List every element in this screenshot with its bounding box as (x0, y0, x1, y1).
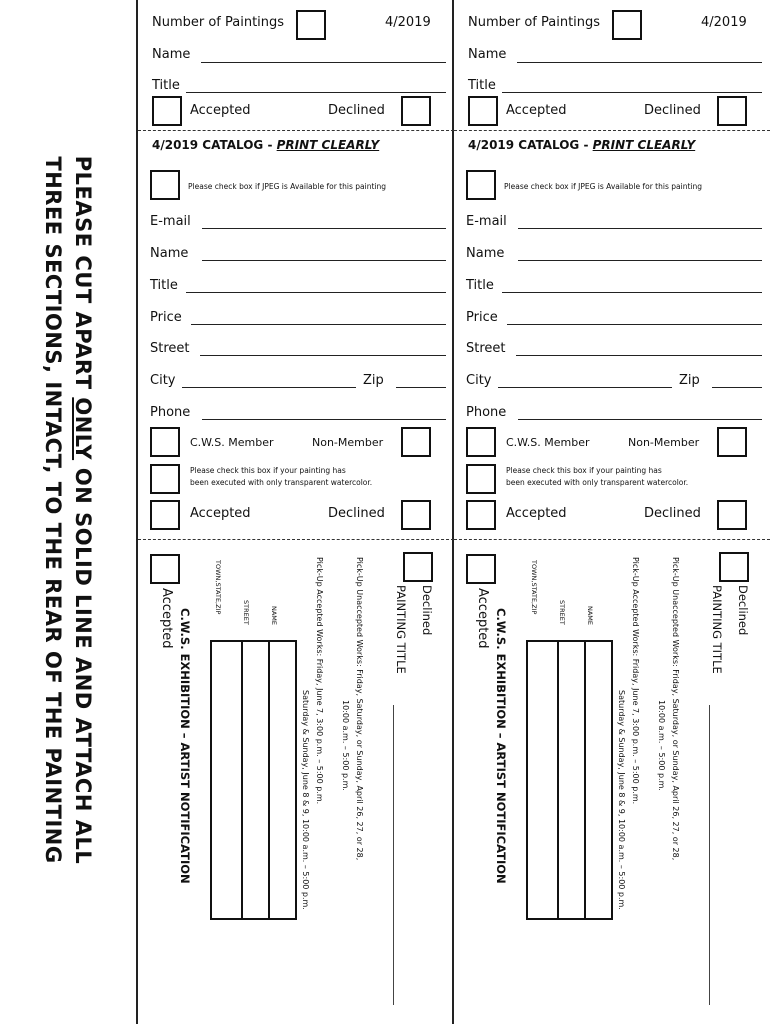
catalog-heading (152, 138, 379, 152)
address-street-label: STREET (242, 600, 250, 625)
address-town-label: TOWN,STATE,ZIP (530, 560, 538, 615)
form-date: 4/2019 (701, 15, 747, 30)
price-field[interactable] (191, 324, 446, 325)
instructions-part-1: PLEASE CUT APART (71, 155, 95, 398)
notification-declined-label: Declined (420, 585, 434, 636)
cws-member-checkbox[interactable] (150, 427, 180, 457)
city-field[interactable] (498, 387, 672, 388)
address-name-label: NAME (270, 606, 278, 626)
jpeg-available-checkbox[interactable] (466, 170, 496, 200)
cws-member-label: C.W.S. Member (190, 436, 274, 449)
address-box[interactable] (210, 640, 297, 920)
price-label: Price (466, 310, 498, 325)
notification-accepted-checkbox[interactable] (150, 554, 180, 584)
instructions-line-2: THREE SECTIONS, INTACT, TO THE REAR OF THE PAINTING (41, 156, 65, 864)
instructions-text (38, 10, 98, 1010)
instructions-only: ONLY (71, 397, 95, 461)
address-box-divider-1 (241, 642, 243, 918)
notification-declined-label: Declined (736, 585, 750, 636)
entry-form-copy-2 (454, 0, 770, 1024)
top-title-field[interactable] (502, 92, 762, 93)
instructions-line-1 (68, 10, 98, 1010)
top-title-label: Title (152, 78, 180, 93)
top-accepted-checkbox[interactable] (468, 96, 498, 126)
notification-declined-checkbox[interactable] (403, 552, 433, 582)
name-label: Name (150, 246, 189, 261)
price-field[interactable] (507, 324, 762, 325)
title-field[interactable] (502, 292, 762, 293)
email-label: E-mail (150, 214, 191, 229)
top-accepted-label: Accepted (506, 103, 567, 118)
phone-label: Phone (150, 405, 191, 420)
dashed-cut-line-2 (454, 539, 770, 540)
city-label: City (150, 373, 176, 388)
catalog-declined-label: Declined (644, 506, 701, 521)
street-label: Street (150, 341, 190, 356)
cws-member-checkbox[interactable] (466, 427, 496, 457)
dashed-cut-line-1 (138, 130, 454, 131)
catalog-declined-label: Declined (328, 506, 385, 521)
transparent-watercolor-checkbox[interactable] (150, 464, 180, 494)
email-field[interactable] (202, 228, 446, 229)
title-label: Title (466, 278, 494, 293)
address-street-label: STREET (558, 600, 566, 625)
address-town-label: TOWN,STATE,ZIP (214, 560, 222, 615)
phone-field[interactable] (518, 419, 762, 420)
top-declined-label: Declined (644, 103, 701, 118)
zip-label: Zip (363, 373, 384, 388)
phone-label: Phone (466, 405, 507, 420)
name-label: Name (466, 246, 505, 261)
non-member-label: Non-Member (312, 436, 384, 449)
pickup-unaccepted-line-2: 10:00 a.m. – 5:00 p.m. (341, 700, 350, 791)
street-field[interactable] (200, 355, 446, 356)
instructions-part-2: ON SOLID LINE AND ATTACH ALL (71, 460, 95, 865)
catalog-accepted-checkbox[interactable] (466, 500, 496, 530)
pickup-accepted-line-1: Pick-Up Accepted Works: Friday, June 7, 3:00 p.m. – 5:00 p.m. (315, 557, 324, 805)
zip-field[interactable] (712, 387, 762, 388)
painting-title-label: PAINTING TITLE (710, 585, 724, 674)
transparent-note-line-2: been executed with only transparent watercolor. (190, 478, 373, 487)
pickup-unaccepted-line-1: Pick-Up Unaccepted Works: Friday, Saturday, or Sunday, April 26, 27, or 28, (671, 557, 680, 861)
number-of-paintings-box[interactable] (296, 10, 326, 40)
email-label: E-mail (466, 214, 507, 229)
catalog-accepted-checkbox[interactable] (150, 500, 180, 530)
dashed-cut-line-2 (138, 539, 454, 540)
number-of-paintings-box[interactable] (612, 10, 642, 40)
transparent-watercolor-checkbox[interactable] (466, 464, 496, 494)
title-label: Title (150, 278, 178, 293)
notification-heading: C.W.S. EXHIBITION – ARTIST NOTIFICATION (494, 608, 508, 884)
jpeg-available-checkbox[interactable] (150, 170, 180, 200)
catalog-declined-checkbox[interactable] (717, 500, 747, 530)
top-name-field[interactable] (201, 62, 446, 63)
catalog-heading-text: 4/2019 CATALOG - (468, 138, 593, 152)
street-label: Street (466, 341, 506, 356)
dashed-cut-line-1 (454, 130, 770, 131)
number-of-paintings-label: Number of Paintings (468, 15, 601, 30)
zip-field[interactable] (396, 387, 446, 388)
top-title-label: Title (468, 78, 496, 93)
top-name-field[interactable] (517, 62, 762, 63)
address-box-divider-2 (584, 642, 586, 918)
jpeg-note: Please check box if JPEG is Available for this painting (188, 182, 386, 191)
pickup-accepted-line-1: Pick-Up Accepted Works: Friday, June 7, 3:00 p.m. – 5:00 p.m. (631, 557, 640, 805)
top-accepted-label: Accepted (190, 103, 251, 118)
catalog-heading (468, 138, 695, 152)
top-declined-checkbox[interactable] (401, 96, 431, 126)
entry-form-copy-1 (138, 0, 454, 1024)
number-of-paintings-label: Number of Paintings (152, 15, 285, 30)
print-clearly-text: PRINT CLEARLY (592, 138, 696, 152)
top-name-label: Name (468, 47, 507, 62)
notification-accepted-checkbox[interactable] (466, 554, 496, 584)
email-field[interactable] (518, 228, 762, 229)
top-name-label: Name (152, 47, 191, 62)
address-box[interactable] (526, 640, 613, 920)
transparent-note-line-1: Please check this box if your painting has (506, 466, 662, 475)
name-field[interactable] (518, 260, 762, 261)
painting-title-label: PAINTING TITLE (394, 585, 408, 674)
transparent-note-line-1: Please check this box if your painting has (190, 466, 346, 475)
street-field[interactable] (516, 355, 762, 356)
transparent-note-line-2: been executed with only transparent watercolor. (506, 478, 689, 487)
catalog-declined-checkbox[interactable] (401, 500, 431, 530)
notification-accepted-label: Accepted (475, 588, 490, 649)
top-title-field[interactable] (186, 92, 446, 93)
address-box-divider-1 (557, 642, 559, 918)
painting-title-field[interactable] (709, 705, 710, 1005)
city-label: City (466, 373, 492, 388)
non-member-checkbox[interactable] (717, 427, 747, 457)
title-field[interactable] (186, 292, 446, 293)
address-box-divider-2 (268, 642, 270, 918)
pickup-unaccepted-line-1: Pick-Up Unaccepted Works: Friday, Saturday, or Sunday, April 26, 27, or 28, (355, 557, 364, 861)
catalog-heading-text: 4/2019 CATALOG - (152, 138, 277, 152)
pickup-accepted-line-2: Saturday & Sunday, June 8 & 9, 10:00 a.m. – 5:00 p.m. (301, 690, 310, 910)
non-member-checkbox[interactable] (401, 427, 431, 457)
print-clearly-text: PRINT CLEARLY (276, 138, 380, 152)
zip-label: Zip (679, 373, 700, 388)
name-field[interactable] (202, 260, 446, 261)
address-name-label: NAME (586, 606, 594, 626)
notification-heading: C.W.S. EXHIBITION – ARTIST NOTIFICATION (178, 608, 192, 884)
top-declined-label: Declined (328, 103, 385, 118)
top-accepted-checkbox[interactable] (152, 96, 182, 126)
city-field[interactable] (182, 387, 356, 388)
cut-instructions (0, 0, 137, 1024)
phone-field[interactable] (202, 419, 446, 420)
form-date: 4/2019 (385, 15, 431, 30)
notification-accepted-label: Accepted (159, 588, 174, 649)
notification-declined-checkbox[interactable] (719, 552, 749, 582)
catalog-accepted-label: Accepted (190, 506, 251, 521)
non-member-label: Non-Member (628, 436, 700, 449)
cws-member-label: C.W.S. Member (506, 436, 590, 449)
price-label: Price (150, 310, 182, 325)
pickup-accepted-line-2: Saturday & Sunday, June 8 & 9, 10:00 a.m. – 5:00 p.m. (617, 690, 626, 910)
catalog-accepted-label: Accepted (506, 506, 567, 521)
jpeg-note: Please check box if JPEG is Available for this painting (504, 182, 702, 191)
painting-title-field[interactable] (393, 705, 394, 1005)
pickup-unaccepted-line-2: 10:00 a.m. – 5:00 p.m. (657, 700, 666, 791)
top-declined-checkbox[interactable] (717, 96, 747, 126)
